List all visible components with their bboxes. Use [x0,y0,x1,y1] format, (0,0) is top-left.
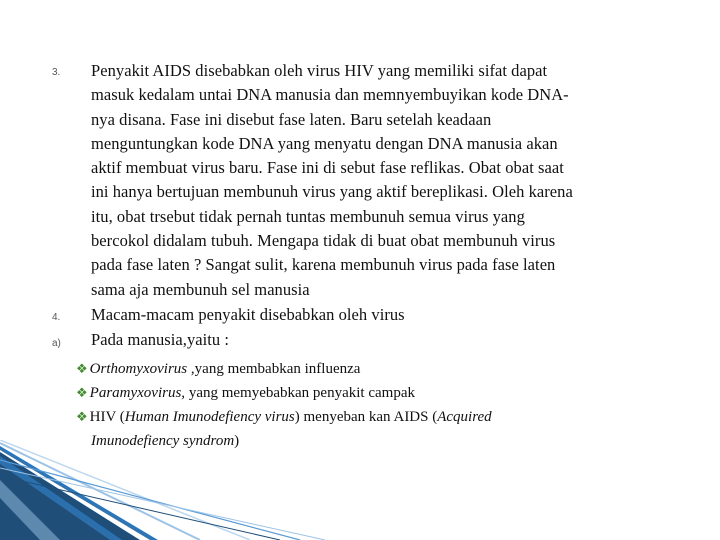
paragraph-macam [91,303,691,327]
paragraph-line: Pada manusia,yaitu : [91,330,230,349]
bullet-text: HIV ( [89,409,125,425]
paragraph-line: Macam-macam penyakit disebabkan oleh virus [91,305,405,324]
paragraph-line: sama aja membunuh sel manusia [91,279,310,299]
paragraph-line: itu, obat trsebut tidak pernah tuntas membunuh semua virus yang [91,206,525,226]
green-diamond-bullet-icon: ❖ [76,409,88,424]
list-letter-a: a) [52,338,61,349]
bullet-text: ,yang membabkan influenza [187,361,361,377]
green-diamond-bullet-icon: ❖ [76,361,88,376]
bullet-italic: Paramyxovirus, [89,385,186,401]
bullet-italic: Human Imunodefiency virus [124,409,295,425]
paragraph-line: pada fase laten ? Sangat sulit, karena membunuh virus pada fase laten [91,255,556,275]
paragraph-line: aktif membuat virus baru. Fase ini di sebut fase reflikas. Obat obat saat [91,158,564,178]
blue-stripes-corner-decoration [0,440,330,540]
list-number-4: 4. [52,312,61,323]
paragraph-line: menguntungkan kode DNA yang menyatu dengan DNA manusia akan [91,133,558,153]
paragraph-line: nya disana. Fase ini disebut fase laten. Baru setelah keadaan [91,109,492,129]
list-number-3: 3. [52,67,61,78]
paragraph-line: bercokol didalam tubuh. Mengapa tidak di buat obat membunuh virus [91,231,556,251]
paragraph-line: ini hanya bertujuan membunuh virus yang aktif bereplikasi. Oleh karena [91,182,573,202]
bullet-italic: Orthomyxovirus [89,361,188,377]
paragraph-line: masuk kedalam untai DNA manusia dan memnyembuyikan kode DNA- [91,85,569,105]
green-diamond-bullet-icon: ❖ [76,385,88,400]
paragraph-aids [91,59,691,302]
bullet-italic: Acquired [437,409,492,425]
bullet-item-orthomyxovirus [76,357,360,381]
paragraph-manusia [91,328,691,352]
paragraph-line: Penyakit AIDS disebabkan oleh virus HIV yang memiliki sifat dapat [91,61,548,80]
bullet-text: ) [234,433,240,449]
bullet-italic: Imunodefiency syndrom [91,433,235,449]
bullet-text: ) menyeban kan AIDS ( [294,409,438,425]
bullet-item-paramyxovirus [76,381,415,405]
bullet-text: yang memyebabkan penyakit campak [185,385,415,401]
